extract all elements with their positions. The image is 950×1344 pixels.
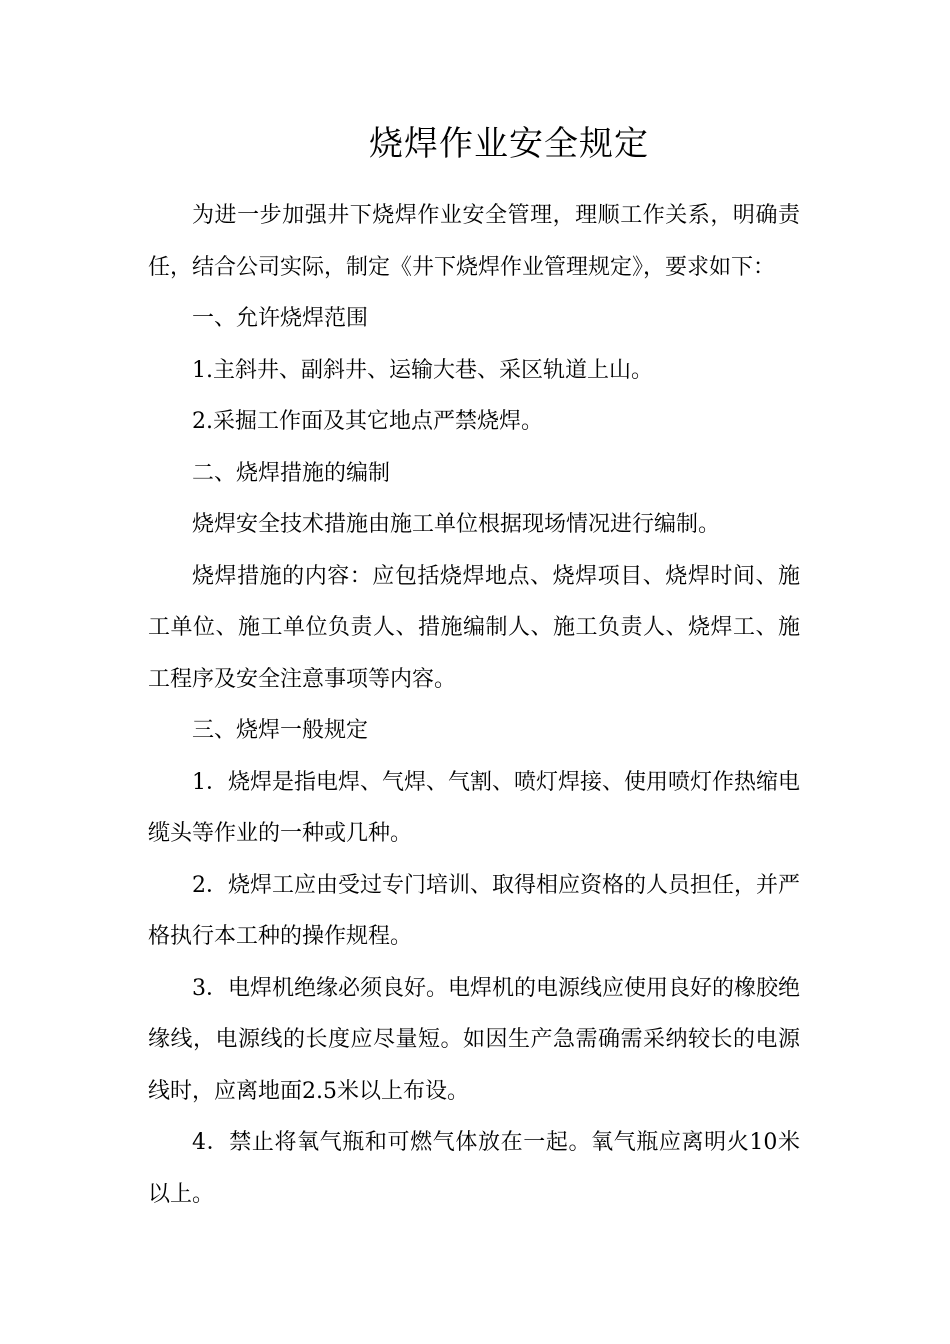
- intro-paragraph: 为进一步加强井下烧焊作业安全管理，理顺工作关系，明确责任，结合公司实际，制定《井下烧焊作业管理规定》，要求如下：: [148, 203, 800, 280]
- list-item: 2.采掘工作面及其它地点严禁烧焊。: [192, 409, 543, 434]
- section-heading-1: 一、允许烧焊范围: [192, 306, 369, 331]
- body-paragraph: 烧焊措施的内容：应包括烧焊地点、烧焊项目、烧焊时间、施工单位、施工单位负责人、措施编制人、施工负责人、烧焊工、施工程序及安全注意事项等内容。: [148, 563, 800, 692]
- body-paragraph: 烧焊安全技术措施由施工单位根据现场情况进行编制。: [192, 512, 721, 537]
- section-heading-2: 二、烧焊措施的编制: [192, 460, 391, 486]
- list-item: 4．禁止将氧气瓶和可燃气体放在一起。氧气瓶应离明火10米以上。: [148, 1130, 800, 1207]
- list-item: 1．烧焊是指电焊、气焊、气割、喷灯焊接、使用喷灯作热缩电缆头等作业的一种或几种。: [148, 769, 800, 846]
- document-title: 烧焊作业安全规定: [369, 124, 649, 164]
- list-item: 2．烧焊工应由受过专门培训、取得相应资格的人员担任，并严格执行本工种的操作规程。: [148, 872, 800, 949]
- section-heading-3: 三、烧焊一般规定: [192, 718, 369, 743]
- list-item: 1.主斜井、副斜井、运输大巷、采区轨道上山。: [192, 357, 653, 383]
- document-body: [148, 190, 800, 1220]
- document-page: [148, 0, 800, 1344]
- list-item: 3．电焊机绝缘必须良好。电焊机的电源线应使用良好的橡胶绝缘线，电源线的长度应尽量短。如因生产急需确需采纳较长的电源线时，应离地面2.5米以上布设。: [148, 975, 800, 1104]
